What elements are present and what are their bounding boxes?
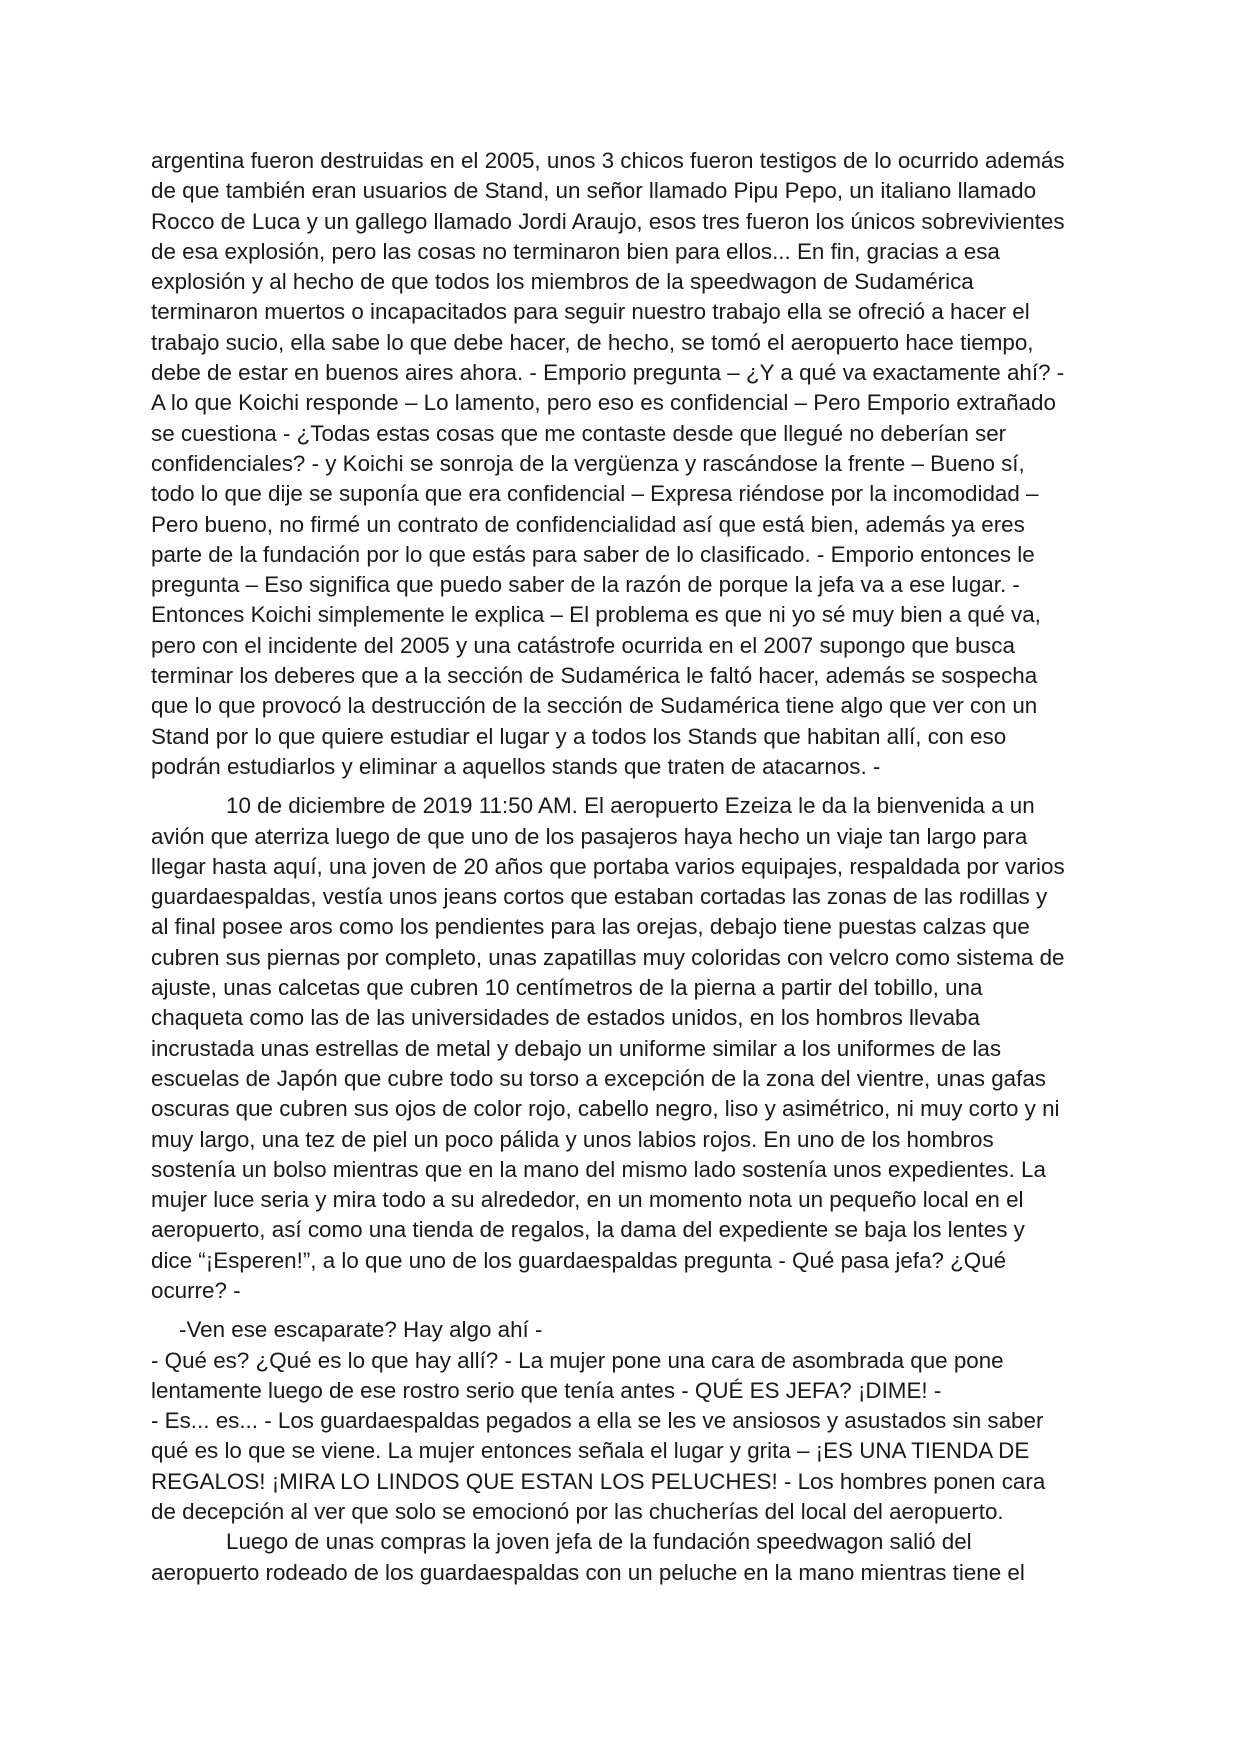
text-line: todo lo que dije se suponía que era confidencial – Expresa riéndose por la incomodidad – — [151, 481, 1039, 507]
text-line: Entonces Koichi simplemente le explica – El problema es que ni yo sé muy bien a qué va, — [151, 602, 1041, 628]
dialog-line-first: -Ven ese escaparate? Hay algo ahí - — [179, 1317, 543, 1343]
text-line: de que también eran usuarios de Stand, un señor llamado Pipu Pepo, un italiano llamado — [151, 178, 1037, 204]
text-line: debe de estar en buenos aires ahora. - Emporio pregunta – ¿Y a qué va exactamente ahí? - — [151, 360, 1065, 386]
dialog-line: REGALOS! ¡MIRA LO LINDOS QUE ESTAN LOS PELUCHES! - Los hombres ponen cara — [151, 1468, 1046, 1494]
paragraph-spacer — [151, 782, 1095, 791]
text-line: aeropuerto rodeado de los guardaespaldas con un peluche en la mano mientras tiene el — [151, 1559, 1025, 1585]
paragraph-spacer — [151, 1306, 1095, 1315]
document-body — [151, 146, 1095, 1588]
text-line: sostenía un bolso mientras que en la mano del mismo lado sostenía unos expedientes. La — [151, 1156, 1046, 1182]
paragraph-1 — [151, 146, 1095, 782]
text-line: llegar hasta aquí, una joven de 20 años que portaba varios equipajes, respaldada por varios — [151, 853, 1065, 879]
dialog-block — [151, 1315, 1095, 1527]
text-line: explosión y al hecho de que todos los miembros de la speedwagon de Sudamérica — [151, 269, 974, 295]
text-line: argentina fueron destruidas en el 2005, unos 3 chicos fueron testigos de lo ocurrido además — [151, 148, 1065, 173]
dialog-line: qué es lo que se viene. La mujer entonces señala el lugar y grita – ¡ES UNA TIENDA DE — [151, 1438, 1030, 1464]
text-line: trabajo sucio, ella sabe lo que debe hacer, de hecho, se tomó el aeropuerto hace tiempo, — [151, 329, 1034, 355]
text-line: confidenciales? - y Koichi se sonroja de la vergüenza y rascándose la frente – Bueno sí, — [151, 450, 1025, 476]
text-line: al final posee aros como los pendientes para las orejas, debajo tiene puestas calzas que — [151, 914, 1030, 940]
text-line-indented: Luego de unas compras la joven jefa de la fundación speedwagon salió del — [226, 1529, 972, 1555]
paragraph-3 — [151, 1527, 1095, 1588]
dialog-line: lentamente luego de ese rostro serio que tenía antes - QUÉ ES JEFA? ¡DIME! - — [151, 1377, 942, 1403]
text-line: terminar los deberes que a la sección de Sudamérica le faltó hacer, además se sospecha — [151, 663, 1038, 689]
text-line-indented: 10 de diciembre de 2019 11:50 AM. El aeropuerto Ezeiza le da la bienvenida a un — [226, 793, 1035, 819]
text-line: avión que aterriza luego de que uno de los pasajeros haya hecho un viaje tan largo para — [151, 823, 1028, 849]
text-line: ajuste, unas calcetas que cubren 10 centímetros de la pierna a partir del tobillo, una — [151, 975, 983, 1001]
text-line: muy largo, una tez de piel un poco pálida y unos labios rojos. En uno de los hombros — [151, 1126, 994, 1152]
text-line: pregunta – Eso significa que puedo saber de la razón de porque la jefa va a ese lugar. - — [151, 572, 1020, 598]
dialog-line: de decepción al ver que solo se emocionó por las chucherías del local del aeropuerto. — [151, 1499, 1004, 1525]
text-line: pero con el incidente del 2005 y una catástrofe ocurrida en el 2007 supongo que busca — [151, 632, 1015, 658]
text-line: mujer luce seria y mira todo a su alrededor, en un momento nota un pequeño local en el — [151, 1187, 1024, 1213]
text-line: chaqueta como las de las universidades de estados unidos, en los hombros llevaba — [151, 1005, 980, 1031]
text-line: Pero bueno, no firmé un contrato de confidencialidad así que está bien, además ya eres — [151, 511, 1025, 537]
text-line: que lo que provocó la destrucción de la sección de Sudamérica tiene algo que ver con un — [151, 693, 1038, 719]
text-line: parte de la fundación por lo que estás para saber de lo clasificado. - Emporio entonces le — [151, 541, 1035, 567]
text-line: guardaespaldas, vestía unos jeans cortos que estaban cortadas las zonas de las rodillas y — [151, 884, 1048, 910]
text-line: podrán estudiarlos y eliminar a aquellos stands que traten de atacarnos. - — [151, 753, 881, 779]
dialog-line: - Qué es? ¿Qué es lo que hay allí? - La mujer pone una cara de asombrada que pone — [151, 1347, 1004, 1373]
text-line: terminaron muertos o incapacitados para seguir nuestro trabajo ella se ofreció a hacer el — [151, 299, 1030, 325]
text-line: ocurre? - — [151, 1277, 241, 1303]
text-line: cubren sus piernas por completo, unas zapatillas muy coloridas con velcro como sistema de — [151, 944, 1065, 970]
text-line: A lo que Koichi responde – Lo lamento, pero eso es confidencial – Pero Emporio extrañado — [151, 390, 1056, 416]
dialog-line: - Es... es... - Los guardaespaldas pegados a ella se les ve ansiosos y asustados sin saber — [151, 1408, 1044, 1434]
text-line: aeropuerto, así como una tienda de regalos, la dama del expediente se baja los lentes y — [151, 1217, 1025, 1243]
text-line: de esa explosión, pero las cosas no terminaron bien para ellos... En fin, gracias a esa — [151, 238, 1000, 264]
text-line: Stand por lo que quiere estudiar el lugar y a todos los Stands que habitan allí, con eso — [151, 723, 1007, 749]
text-line: Rocco de Luca y un gallego llamado Jordi Araujo, esos tres fueron los únicos sobrevivientes — [151, 208, 1065, 234]
text-line: escuelas de Japón que cubre todo su torso a excepción de la zona del vientre, unas gafas — [151, 1065, 1046, 1091]
paragraph-2 — [151, 791, 1095, 1306]
text-line: dice “¡Esperen!”, a lo que uno de los guardaespaldas pregunta - Qué pasa jefa? ¿Qué — [151, 1247, 1007, 1273]
text-line: se cuestiona - ¿Todas estas cosas que me contaste desde que llegué no deberían ser — [151, 420, 1007, 446]
text-line: oscuras que cubren sus ojos de color rojo, cabello negro, liso y asimétrico, ni muy corto y ni — [151, 1096, 1060, 1122]
text-line: incrustada unas estrellas de metal y debajo un uniforme similar a los uniformes de las — [151, 1035, 1002, 1061]
